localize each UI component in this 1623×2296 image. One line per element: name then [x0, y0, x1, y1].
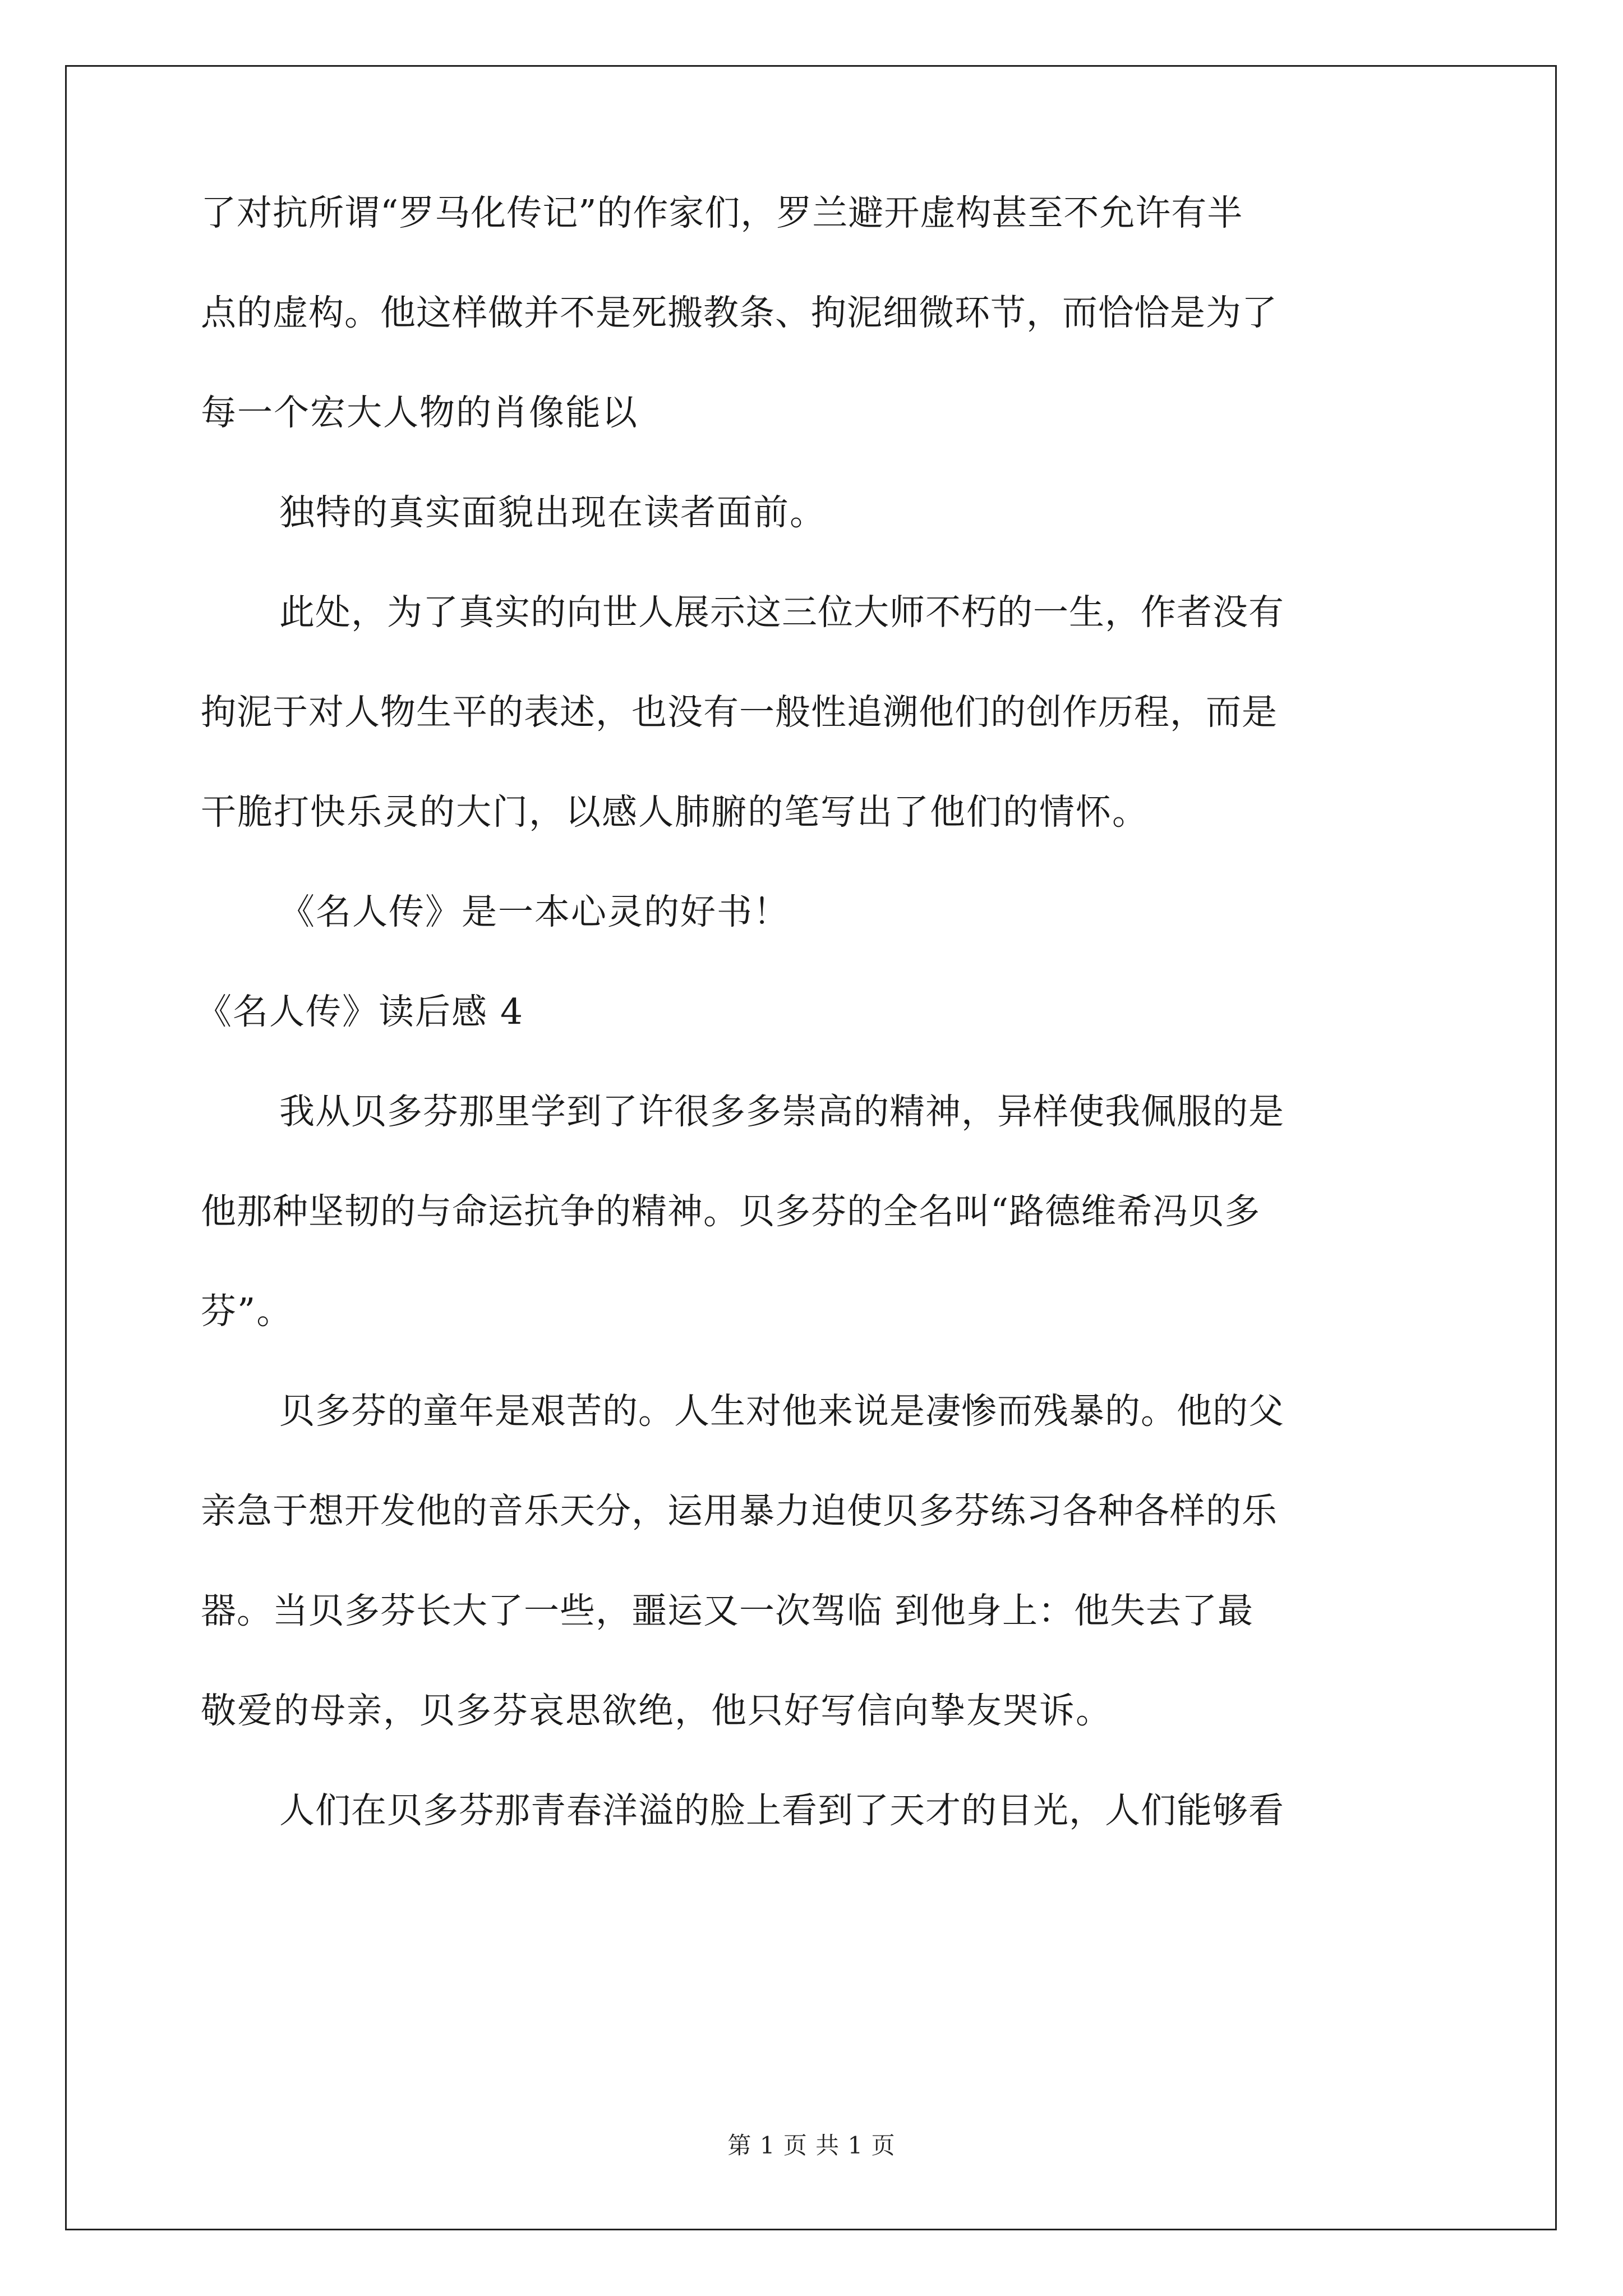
text-line: 亲急于想开发他的音乐天分，运用暴力迫使贝多芬练习各种各样的乐	[201, 1490, 1278, 1531]
document-body	[196, 191, 1423, 1888]
text-line: 《名人传》是一本心灵的好书！	[279, 891, 790, 932]
section-heading: 《名人传》读后感 4	[196, 991, 524, 1032]
text-line: 人们在贝多芬那青春洋溢的脸上看到了天才的目光，人们能够看	[279, 1790, 1284, 1831]
text-line: 了对抗所谓“罗马化传记”的作家们，罗兰避开虚构甚至不允许有半	[201, 192, 1243, 233]
text-line: 点的虚构。他这样做并不是死搬教条、拘泥细微环节，而恰恰是为了	[201, 292, 1278, 333]
text-line: 敬爱的母亲，贝多芬哀思欲绝，他只好写信向挚友哭诉。	[201, 1690, 1112, 1731]
text-line: 干脆打快乐灵的大门，以感人肺腑的笔写出了他们的情怀。	[201, 792, 1149, 832]
text-line: 我从贝多芬那里学到了许很多多崇高的精神，异样使我佩服的是	[279, 1091, 1284, 1132]
text-line: 他那种坚韧的与命运抗争的精神。贝多芬的全名叫“路德维希冯贝多	[201, 1191, 1261, 1232]
text-line: 拘泥于对人物生平的表述，也没有一般性追溯他们的创作历程，而是	[201, 692, 1278, 733]
text-line: 贝多芬的童年是艰苦的。人生对他来说是凄惨而残暴的。他的父	[279, 1391, 1284, 1432]
text-line: 芬”。	[201, 1291, 293, 1332]
page-footer: 第 1 页 共 1 页	[727, 2132, 896, 2159]
text-line: 独特的真实面貌出现在读者面前。	[279, 492, 826, 533]
text-line: 每一个宏大人物的肖像能以	[201, 392, 638, 433]
text-line: 此处，为了真实的向世人展示这三位大师不朽的一生，作者没有	[279, 592, 1284, 633]
text-line: 器。当贝多芬长大了一些，噩运又一次驾临 到他身上：他失去了最	[201, 1590, 1254, 1631]
